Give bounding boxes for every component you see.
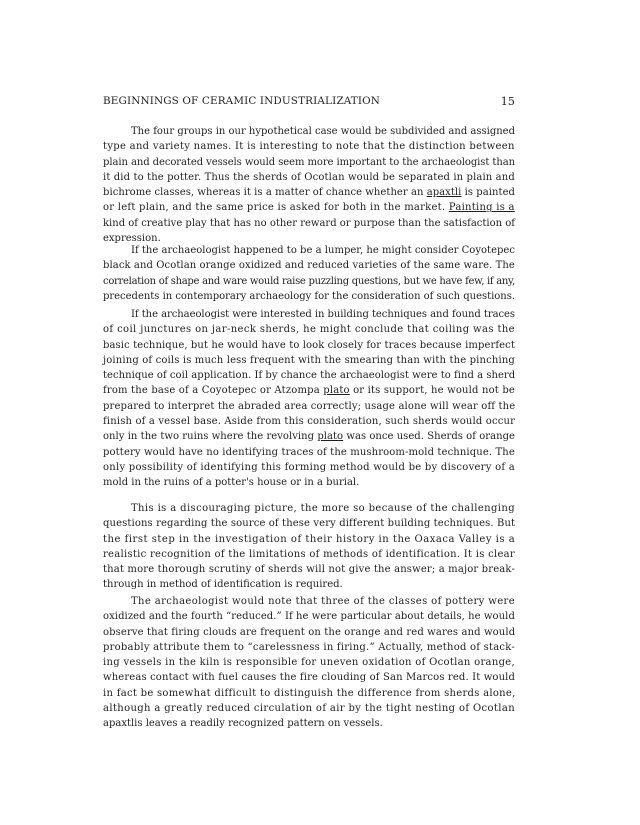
text-line: through in method of identification is required.	[103, 579, 343, 591]
text-line: prepared to interpret the abraded area correctly; usage alone will wear off the	[103, 400, 516, 412]
underlined-term: plato	[317, 431, 344, 443]
text-line: If the archaeologist happened to be a lumper, he might consider Coyotepec	[131, 245, 515, 256]
paragraph-2	[103, 243, 515, 304]
text-line: joining of coils is much less frequent with the smearing than with the pinching	[103, 354, 515, 366]
text-line: The four groups in our hypothetical case would be subdivided and assigned	[131, 126, 515, 137]
running-header	[103, 95, 515, 111]
text-line: only possibility of identifying this forming method would be by discovery of a	[103, 461, 515, 473]
paragraph-1	[103, 124, 515, 246]
text-line: the first step in the investigation of their history in the Oaxaca Valley is a	[103, 533, 516, 545]
text-line: realistic recognition of the limitations of methods of identification. It is clear	[103, 548, 515, 560]
text-line: precedents in contemporary archaeology for the consideration of such questions.	[103, 290, 515, 302]
text-line: bichrome classes, whereas it is a matter of chance whether an apaxtli is painted	[103, 187, 515, 199]
underlined-term: plato	[323, 385, 350, 397]
text-line: mold in the ruins of a potter's house or in a burial.	[103, 477, 360, 489]
text-line: from the base of a Coyotepec or Atzompa plato or its support, he would not be	[103, 385, 515, 397]
running-header-title: BEGINNINGS OF CERAMIC INDUSTRIALIZATION	[103, 95, 381, 107]
text-line: basic technique, but he would have to look closely for traces because imperfect	[103, 339, 515, 351]
text-line: black and Ocotlan orange oxidized and reduced varieties of the same ware. The	[103, 260, 515, 272]
text-line: observe that firing clouds are frequent on the orange and red wares and would	[103, 626, 516, 638]
underlined-term: apaxtli	[426, 187, 462, 199]
text-line: or left plain, and the same price is asked for both in the market. Painting is a	[103, 202, 515, 214]
text-line: probably attribute them to “carelessness in firing.” Actually, method of stack-	[103, 641, 515, 653]
text-line: in fact be somewhat difficult to distinguish the difference from sherds alone,	[103, 687, 516, 699]
text-line: This is a discouraging picture, the more so because of the challenging	[131, 503, 515, 514]
paragraph-5	[103, 594, 515, 732]
underlined-term: Painting is a	[448, 202, 515, 214]
page-number: 15	[500, 95, 515, 108]
text-line: technique of coil application. If by chance the archaeologist were to find a sherd	[103, 370, 516, 382]
text-line: plain and decorated vessels would seem more important to the archaeologist than	[103, 156, 515, 168]
text-line: kind of creative play that has no other reward or purpose than the satisfaction of	[103, 217, 515, 229]
text-line: oxidized and the fourth “reduced.” If he were particular about details, he would	[103, 611, 515, 623]
text-line: that more thorough scrutiny of sherds will not give the answer; a major break-	[103, 564, 515, 576]
text-line: The archaeologist would note that three of the classes of pottery were	[131, 596, 515, 607]
text-line: correlation of shape and ware would raise puzzling questions, but we have few, if any,	[103, 275, 515, 287]
text-line: questions regarding the source of these very different building techniques. But	[103, 518, 516, 530]
text-line: whereas contact with fuel causes the fire clouding of San Marcos red. It would	[103, 672, 516, 684]
text-line: If the archaeologist were interested in building techniques and found traces	[131, 309, 515, 320]
paragraph-3	[103, 307, 515, 491]
text-line: of coil junctures on jar-neck sherds, he might conclude that coiling was the	[103, 324, 515, 336]
text-line: pottery would have no identifying traces of the mushroom-mold technique. The	[103, 446, 515, 458]
text-line: finish of a vessel base. Aside from this consideration, such sherds would occur	[103, 416, 516, 428]
text-line: ing vessels in the kiln is responsible for uneven oxidation of Ocotlan orange,	[103, 657, 515, 669]
text-line: apaxtlis leaves a readily recognized pattern on vessels.	[103, 718, 383, 730]
text-line: it did to the potter. Thus the sherds of Ocotlan would be separated in plain and	[103, 171, 515, 183]
text-line: expression.	[103, 233, 161, 245]
text-line: although a greatly reduced circulation of air by the tight nesting of Ocotlan	[103, 703, 515, 715]
text-line: type and variety names. It is interesting to note that the distinction between	[103, 141, 515, 153]
text-line: only in the two ruins where the revolving plato was once used. Sherds of orange	[103, 431, 515, 443]
paragraph-4	[103, 501, 515, 593]
